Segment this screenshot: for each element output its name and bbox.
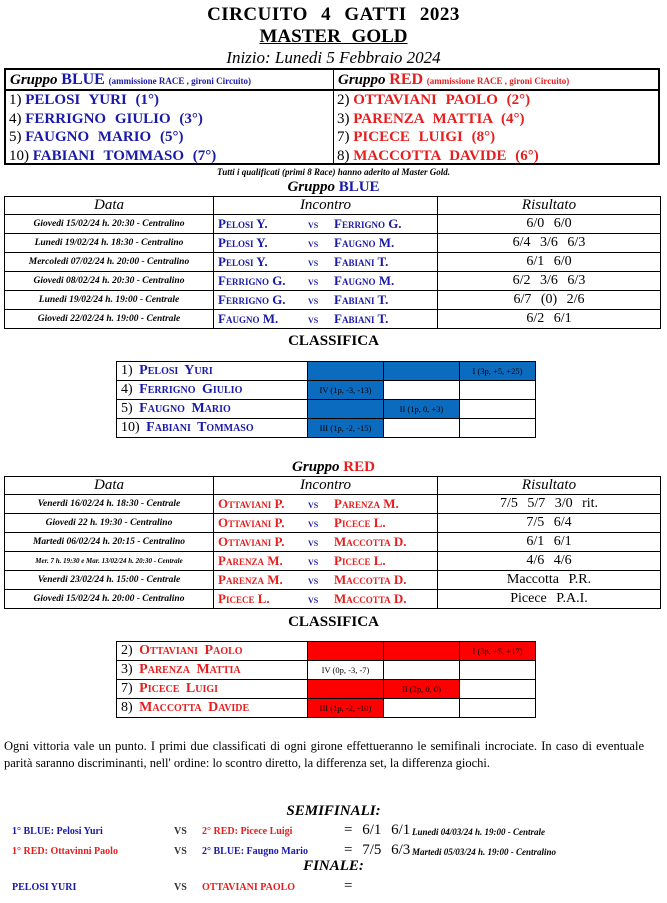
match-row bbox=[5, 514, 661, 533]
player-two: Maccotta D. bbox=[334, 534, 407, 549]
vs-label: vs bbox=[308, 497, 319, 511]
group-player bbox=[6, 91, 333, 110]
standings-row bbox=[117, 362, 536, 381]
group-note: (ammissione RACE , gironi Circuito) bbox=[426, 76, 570, 86]
match-result: 6/2 6/1 bbox=[438, 310, 661, 329]
player-one: Ottaviani P. bbox=[218, 534, 285, 549]
player-two: Faugno M. bbox=[334, 273, 395, 288]
qualifier-note: Tutti i qualificati (primi 8 Race) hanno aderito al Master Gold. bbox=[217, 167, 450, 177]
vs-label: vs bbox=[308, 217, 319, 231]
final-title: FINALE: bbox=[303, 858, 364, 874]
match-players bbox=[214, 291, 438, 310]
standings-player bbox=[117, 661, 308, 680]
match-date: Giovedi 15/02/24 h. 20:30 - Centralino bbox=[5, 215, 214, 234]
match-row bbox=[5, 590, 661, 609]
standings-name: Maccotta Davide bbox=[139, 700, 250, 715]
player-one: Ferrigno G. bbox=[218, 273, 286, 288]
player-seed: 7) bbox=[337, 129, 350, 145]
standings-row bbox=[117, 680, 536, 699]
semifinal-vs: VS bbox=[174, 846, 187, 857]
player-one: Faugno M. bbox=[218, 311, 279, 326]
group-player bbox=[334, 91, 658, 110]
red-classifica-title: CLASSIFICA bbox=[288, 614, 379, 630]
match-row bbox=[5, 234, 661, 253]
player-two: Fabiani T. bbox=[334, 292, 389, 307]
final-score: = bbox=[344, 878, 353, 894]
standings-cell: I (3p, +5, +17) bbox=[460, 642, 536, 661]
semifinal-right: 2° RED: Picece Luigi bbox=[202, 826, 293, 837]
group-note: (ammissione RACE , gironi Circuito) bbox=[108, 76, 252, 86]
standings-seed: 3) bbox=[121, 662, 133, 677]
group-name: RED bbox=[389, 71, 424, 88]
standings-player bbox=[117, 362, 308, 381]
standings-name: Ferrigno Giulio bbox=[139, 382, 243, 397]
match-date: Giovedi 15/02/24 h. 20:00 - Centralino bbox=[5, 590, 214, 609]
section-label: Gruppo bbox=[292, 459, 340, 475]
standings-name: Fabiani Tommaso bbox=[146, 420, 254, 435]
player-one: Ottaviani P. bbox=[218, 496, 285, 511]
standings-name: Parenza Mattia bbox=[139, 662, 241, 677]
standings-player bbox=[117, 400, 308, 419]
vs-label: vs bbox=[308, 592, 319, 606]
group-player bbox=[334, 110, 658, 129]
match-players bbox=[214, 552, 438, 571]
group-blue-column bbox=[6, 70, 334, 163]
group-player bbox=[6, 128, 333, 147]
match-result: Picece P.A.I. bbox=[438, 590, 661, 609]
match-result: 6/0 6/0 bbox=[438, 215, 661, 234]
column-header-match: Incontro bbox=[214, 477, 438, 495]
group-name: BLUE bbox=[61, 71, 105, 88]
player-seed: 3) bbox=[337, 110, 350, 127]
player-seed: 1) bbox=[9, 92, 22, 108]
match-result: 6/7 (0) 2/6 bbox=[438, 291, 661, 310]
match-row bbox=[5, 310, 661, 329]
standings-row bbox=[117, 661, 536, 680]
semifinals-title: SEMIFINALI: bbox=[286, 803, 381, 819]
group-label: Gruppo bbox=[338, 72, 386, 88]
match-players bbox=[214, 272, 438, 291]
standings-cell bbox=[384, 419, 460, 438]
standings-cell bbox=[460, 661, 536, 680]
standings-row bbox=[117, 419, 536, 438]
match-players bbox=[214, 215, 438, 234]
rules-text: Ogni vittoria vale un punto. I primi due classificati di ogni girone effettueranno le semifinali incrociate. In caso di eventuale parità saranno discriminanti, nell' ordine: lo scontro diretto, la differenza set, la differenza giochi. bbox=[4, 739, 644, 770]
player-name: FABIANI TOMMASO (7°) bbox=[32, 147, 217, 164]
match-date: Lunedi 19/02/24 h. 19:00 - Centrale bbox=[5, 291, 214, 310]
standings-seed: 5) bbox=[121, 401, 133, 416]
match-players bbox=[214, 514, 438, 533]
red-matches-table bbox=[4, 476, 661, 609]
player-seed: 5) bbox=[9, 129, 22, 145]
semifinal-vs: VS bbox=[174, 826, 187, 837]
standings-cell bbox=[460, 400, 536, 419]
section-name: RED bbox=[343, 459, 375, 475]
final-right: OTTAVIANI PAOLO bbox=[202, 882, 296, 893]
standings-player bbox=[117, 699, 308, 718]
semifinal-right: 2° BLUE: Faugno Mario bbox=[202, 846, 308, 857]
player-two: Ferrigno G. bbox=[334, 216, 402, 231]
vs-label: vs bbox=[308, 516, 319, 530]
player-name: FERRIGNO GIULIO (3°) bbox=[25, 110, 203, 127]
standings-cell bbox=[460, 699, 536, 718]
vs-label: vs bbox=[308, 312, 319, 326]
standings-cell: IV (0p, -3, -7) bbox=[308, 661, 384, 680]
match-row bbox=[5, 495, 661, 514]
match-players bbox=[214, 533, 438, 552]
group-player bbox=[6, 147, 333, 166]
standings-cell: IV (1p, -3, -13) bbox=[308, 381, 384, 400]
match-date: Giovedi 08/02/24 h. 20:30 - Centralino bbox=[5, 272, 214, 291]
group-player bbox=[6, 110, 333, 129]
final-left: PELOSI YURI bbox=[12, 882, 77, 893]
semifinal-left: 1° RED: Ottavinni Paolo bbox=[12, 846, 118, 857]
player-name: FAUGNO MARIO (5°) bbox=[25, 129, 184, 145]
standings-seed: 4) bbox=[121, 382, 133, 397]
start-date: Inizio: Lunedi 5 Febbraio 2024 bbox=[226, 48, 441, 67]
blue-classifica-title: CLASSIFICA bbox=[288, 333, 379, 349]
match-date: Venerdi 16/02/24 h. 18:30 - Centrale bbox=[5, 495, 214, 514]
match-result: 4/6 4/6 bbox=[438, 552, 661, 571]
player-two: Fabiani T. bbox=[334, 254, 389, 269]
match-row bbox=[5, 291, 661, 310]
standings-row bbox=[117, 642, 536, 661]
group-red-header bbox=[334, 70, 658, 91]
match-date: Martedi 06/02/24 h. 20:15 - Centralino bbox=[5, 533, 214, 552]
final-vs: VS bbox=[174, 882, 187, 893]
standings-seed: 8) bbox=[121, 700, 133, 715]
player-name: MACCOTTA DAVIDE (6°) bbox=[353, 147, 539, 164]
table-header-row bbox=[5, 197, 661, 215]
player-one: Parenza M. bbox=[218, 572, 283, 587]
match-result: 6/1 6/1 bbox=[438, 533, 661, 552]
standings-player bbox=[117, 642, 308, 661]
standings-seed: 2) bbox=[121, 643, 133, 658]
vs-label: vs bbox=[308, 573, 319, 587]
match-row bbox=[5, 272, 661, 291]
match-row bbox=[5, 215, 661, 234]
match-result: 6/1 6/0 bbox=[438, 253, 661, 272]
standings-cell: III (1p, -2, -15) bbox=[308, 419, 384, 438]
column-header-date: Data bbox=[5, 197, 214, 215]
match-result: 7/5 5/7 3/0 rit. bbox=[438, 495, 661, 514]
player-seed: 4) bbox=[9, 110, 22, 127]
vs-label: vs bbox=[308, 554, 319, 568]
vs-label: vs bbox=[308, 274, 319, 288]
section-label: Gruppo bbox=[287, 179, 335, 195]
standings-player bbox=[117, 680, 308, 699]
standings-cell bbox=[460, 381, 536, 400]
player-one: Pelosi Y. bbox=[218, 254, 268, 269]
standings-row bbox=[117, 400, 536, 419]
player-one: Parenza M. bbox=[218, 553, 283, 568]
player-two: Picece L. bbox=[334, 515, 386, 530]
group-label: Gruppo bbox=[10, 72, 58, 88]
standings-cell bbox=[384, 642, 460, 661]
standings-row bbox=[117, 381, 536, 400]
blue-classifica-table bbox=[116, 361, 536, 438]
standings-cell bbox=[460, 680, 536, 699]
standings-player bbox=[117, 419, 308, 438]
match-players bbox=[214, 590, 438, 609]
groups-table bbox=[4, 68, 660, 165]
vs-label: vs bbox=[308, 293, 319, 307]
red-section-title bbox=[0, 459, 667, 476]
semifinal-info: Lunedi 04/03/24 h. 19:00 - Centrale bbox=[412, 827, 546, 837]
standings-name: Faugno Mario bbox=[139, 401, 231, 416]
standings-name: Picece Luigi bbox=[139, 681, 219, 696]
player-two: Picece L. bbox=[334, 553, 386, 568]
vs-label: vs bbox=[308, 236, 319, 250]
group-red-column bbox=[334, 70, 658, 163]
column-header-result: Risultato bbox=[438, 477, 661, 495]
standings-name: Pelosi Yuri bbox=[139, 363, 213, 378]
match-date: Lunedi 19/02/24 h. 18:30 - Centralino bbox=[5, 234, 214, 253]
standings-seed: 10) bbox=[121, 420, 140, 435]
player-one: Pelosi Y. bbox=[218, 216, 268, 231]
column-header-match: Incontro bbox=[214, 197, 438, 215]
match-players bbox=[214, 234, 438, 253]
blue-matches-table bbox=[4, 196, 661, 329]
player-seed: 2) bbox=[337, 92, 350, 108]
red-classifica-table bbox=[116, 641, 536, 718]
standings-cell bbox=[384, 661, 460, 680]
section-name: BLUE bbox=[338, 179, 380, 195]
match-row bbox=[5, 253, 661, 272]
player-two: Maccotta D. bbox=[334, 591, 407, 606]
tournament-subtitle bbox=[0, 26, 667, 48]
semifinal-score: = 6/1 6/1 bbox=[344, 822, 411, 838]
player-two: Faugno M. bbox=[334, 235, 395, 250]
blue-section-title bbox=[0, 179, 667, 196]
tournament-title: CIRCUITO 4 GATTI 2023 bbox=[207, 4, 460, 25]
player-two: Parenza M. bbox=[334, 496, 399, 511]
player-name: OTTAVIANI PAOLO (2°) bbox=[353, 92, 531, 108]
standings-cell bbox=[308, 680, 384, 699]
semifinal-left: 1° BLUE: Pelosi Yuri bbox=[12, 826, 103, 837]
standings-cell bbox=[308, 362, 384, 381]
match-date: Giovedi 22 h. 19:30 - Centralino bbox=[5, 514, 214, 533]
column-header-result: Risultato bbox=[438, 197, 661, 215]
match-row bbox=[5, 533, 661, 552]
standings-cell bbox=[384, 362, 460, 381]
player-two: Maccotta D. bbox=[334, 572, 407, 587]
standings-cell: II (2p, 0, 0) bbox=[384, 680, 460, 699]
match-players bbox=[214, 571, 438, 590]
standings-cell: I (3p, +5, +25) bbox=[460, 362, 536, 381]
match-result: 6/4 3/6 6/3 bbox=[438, 234, 661, 253]
match-row bbox=[5, 552, 661, 571]
match-row bbox=[5, 571, 661, 590]
standings-player bbox=[117, 381, 308, 400]
match-result: Maccotta P.R. bbox=[438, 571, 661, 590]
match-date: Mercoledi 07/02/24 h. 20:00 - Centralino bbox=[5, 253, 214, 272]
subtitle-text: MASTER GOLD bbox=[259, 26, 408, 47]
match-result: 7/5 6/4 bbox=[438, 514, 661, 533]
standings-cell bbox=[384, 381, 460, 400]
player-name: PICECE LUIGI (8°) bbox=[353, 129, 496, 145]
player-seed: 10) bbox=[9, 147, 29, 164]
column-header-date: Data bbox=[5, 477, 214, 495]
semifinal-info: Martedi 05/03/24 h. 19:00 - Centralino bbox=[412, 847, 557, 857]
vs-label: vs bbox=[308, 535, 319, 549]
standings-seed: 7) bbox=[121, 681, 133, 696]
match-players bbox=[214, 495, 438, 514]
player-name: PELOSI YURI (1°) bbox=[25, 92, 160, 108]
group-blue-header bbox=[6, 70, 333, 91]
standings-cell bbox=[308, 400, 384, 419]
match-players bbox=[214, 253, 438, 272]
player-one: Ottaviani P. bbox=[218, 515, 285, 530]
match-date: Venerdi 23/02/24 h. 15:00 - Centrale bbox=[5, 571, 214, 590]
match-date: Giovedi 22/02/24 h. 19:00 - Centrale bbox=[5, 310, 214, 329]
table-header-row bbox=[5, 477, 661, 495]
standings-cell bbox=[384, 699, 460, 718]
standings-cell bbox=[308, 642, 384, 661]
standings-cell bbox=[460, 419, 536, 438]
standings-seed: 1) bbox=[121, 363, 133, 378]
group-player bbox=[334, 147, 658, 166]
player-name: PARENZA MATTIA (4°) bbox=[353, 110, 525, 127]
standings-cell: III (1p, -2, -10) bbox=[308, 699, 384, 718]
standings-row bbox=[117, 699, 536, 718]
player-one: Ferrigno G. bbox=[218, 292, 286, 307]
player-two: Fabiani T. bbox=[334, 311, 389, 326]
group-player bbox=[334, 128, 658, 147]
match-result: 6/2 3/6 6/3 bbox=[438, 272, 661, 291]
match-players bbox=[214, 310, 438, 329]
semifinal-score: = 7/5 6/3 bbox=[344, 842, 411, 858]
match-date: Mer. 7 h. 19:30 e Mar. 13/02/24 h. 20:30 - Centrale bbox=[5, 552, 214, 571]
player-one: Picece L. bbox=[218, 591, 270, 606]
vs-label: vs bbox=[308, 255, 319, 269]
standings-name: Ottaviani Paolo bbox=[139, 643, 243, 658]
standings-cell: II (1p, 0, +3) bbox=[384, 400, 460, 419]
player-one: Pelosi Y. bbox=[218, 235, 268, 250]
player-seed: 8) bbox=[337, 147, 350, 164]
